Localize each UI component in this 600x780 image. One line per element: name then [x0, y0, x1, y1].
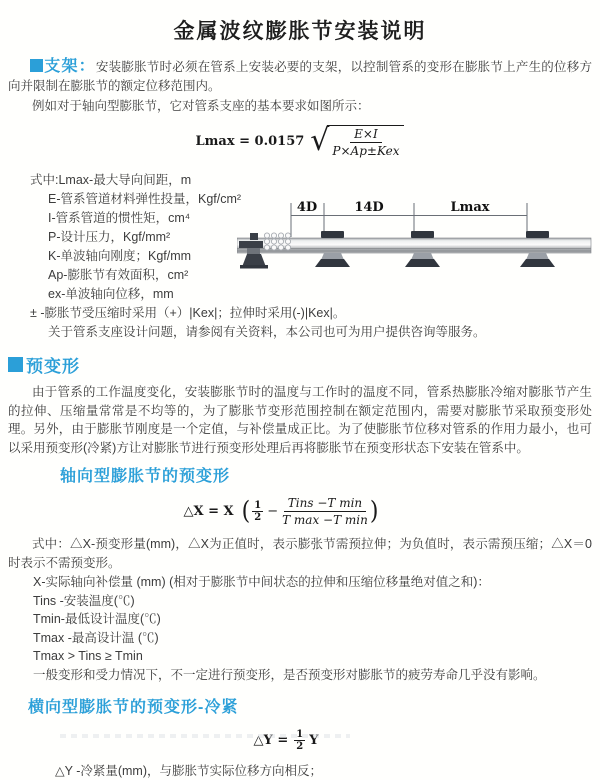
sqrt-radicand [327, 125, 404, 158]
definition-line: Tmax > Tins ≥ Tmin [33, 649, 143, 663]
definition-line: Tmax -最高设计温 (℃) [33, 630, 159, 645]
page-title: 金属波纹膨胀节安装说明 [173, 20, 427, 43]
lateral-note-line: △Y -冷紧量(mm)，与膨胀节实际位移方向相反； [55, 764, 323, 778]
dim-label-lmax: Lmax [450, 200, 490, 215]
predeform-heading-label: 预变形 [26, 357, 80, 376]
document-page [0, 15, 600, 780]
definition-line: ± -膨胀节受压缩时采用（+）|Kex|；拉伸时采用(-)|Kex|。 [30, 306, 346, 320]
support-intro-paragraph [8, 57, 592, 96]
definition-line: Tins -安装温度(℃) [33, 593, 135, 608]
definition-line: Tmin-最低设计温度(℃) [33, 612, 161, 626]
section-square-icon [30, 59, 43, 72]
predeform-body-paragraph: 由于管系的工作温度变化，安装膨胀节时的温度与工作时的温度不同，管系热膨胀冷缩对膨胀节产生的拉伸、压缩量常常是不均等的，为了膨胀节变形范围控制在额定范围内，需要对膨胀节采取预变形处理。另外，由于膨胀节刚度是一个定值，与补偿量成正比。为了使膨胀节位移对管系的作用力最小，也可以采用预变形(冷紧)方让对膨胀节进行预变形处理后再将膨胀节在预变形状态下安装在管系中。 [8, 385, 592, 455]
half-denominator: 2 [254, 512, 262, 523]
temperature-fraction-numerator: Tins −T min [284, 496, 366, 512]
definition-line: 式中:Lmax-最大导向间距，m [30, 173, 192, 187]
lateral-sub-heading: 横向型膨胀节的预变形-冷紧 [28, 699, 239, 716]
axial-formula [0, 496, 574, 527]
definition-line: ex-单波轴向位移，mm [48, 287, 174, 301]
one-half-fraction [294, 729, 305, 752]
lateral-formula [0, 729, 578, 752]
support-intro-text: 安装膨胀节时必须在管系上安装必要的支架，以控制管系的变形在膨胀节上产生的位移方向并限制在膨胀节的额定位移范围内。 [8, 60, 592, 93]
lmax-definitions-region [8, 171, 592, 342]
dim-label-4d: 4D [296, 200, 318, 215]
half-denominator: 2 [296, 741, 304, 752]
definition-line: 关于管系支座设计问题，请参阅有关资料，本公司也可为用户提供咨询等服务。 [48, 325, 486, 339]
definition-line: I-管系管道的惯性矩，cm⁴ [48, 211, 191, 225]
minus-operator: − [267, 504, 279, 519]
definition-line: Ap-膨胀节有效面积，cm² [48, 268, 189, 282]
definition-line: X-实际轴向补偿量 (mm) (相对于膨胀节中间状态的拉伸和压缩位移量绝对值之和)： [33, 575, 490, 589]
section-square-icon [8, 357, 23, 372]
lmax-fraction-denominator: P×Ap±Kex [332, 144, 400, 158]
one-half-fraction [252, 500, 263, 523]
right-paren: ) [369, 497, 379, 526]
sqrt-sign: √ [310, 123, 330, 158]
lateral-formula-rhs: Y [309, 733, 319, 748]
support-section-title: 支架： [44, 58, 96, 75]
half-numerator: 1 [296, 729, 304, 740]
axial-formula-lhs: △X = X [183, 504, 234, 519]
support-example-line: 例如对于轴向型膨胀节，它对管系支座的基本要求如图所示： [32, 99, 370, 113]
predeform-section-heading [8, 352, 592, 377]
dim-label-14d: 14D [354, 200, 384, 215]
axial-definitions [8, 573, 592, 684]
definition-line: E-管系管道材料弹性投量，Kgf/cm² [48, 192, 242, 206]
lateral-formula-lhs: △Y = [253, 733, 289, 748]
definition-line: 一般变形和受力情况下，不一定进行预变形，是否预变形对膨胀节的疲劳寿命几乎没有影响。 [33, 667, 546, 682]
temperature-fraction [282, 496, 368, 527]
temperature-fraction-denominator: T max −T min [282, 513, 368, 527]
axial-sub-heading: 轴向型膨胀节的预变形 [60, 468, 231, 485]
support-spacing-diagram [237, 198, 592, 272]
definition-line: K-单波轴向刚度；Kgf/mm [48, 249, 192, 263]
lmax-fraction-numerator: E×I [350, 127, 382, 143]
half-numerator: 1 [254, 500, 262, 511]
axial-explain-paragraph: 式中：△X-预变形量(mm)，△X为正值时，表示膨张节需预拉伸；为负值时，表示需预压缩；△X＝0时表示不需预变形。 [8, 537, 592, 570]
bottom-cutoff-text-remnant [60, 734, 350, 738]
left-paren: ( [241, 497, 251, 526]
lmax-fraction [332, 127, 399, 158]
lmax-formula [8, 125, 592, 158]
definition-line: P-设计压力，Kgf/mm² [48, 230, 171, 244]
lmax-formula-lhs: Lmax = 0.0157 [195, 134, 305, 149]
sqrt-radical [310, 125, 404, 158]
